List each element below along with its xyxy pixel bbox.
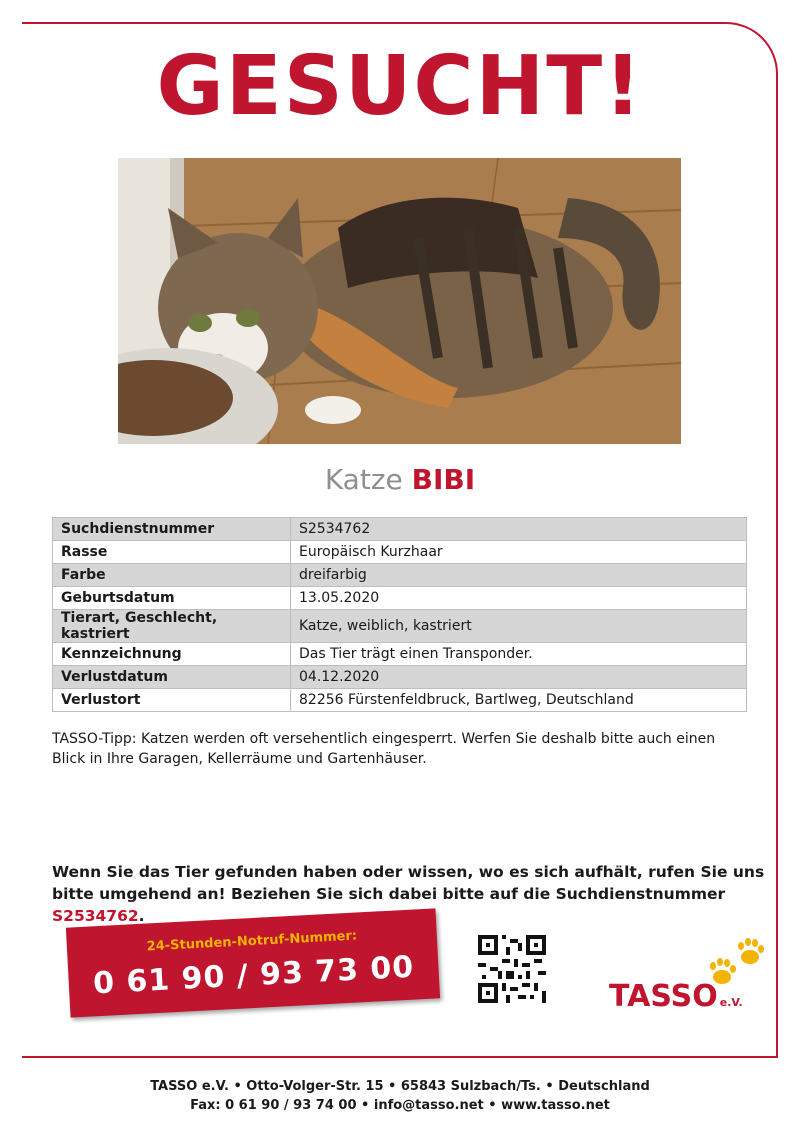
row-key: Verlustort	[53, 689, 291, 712]
search-number: S2534762	[52, 907, 139, 925]
row-key: Verlustdatum	[53, 666, 291, 689]
info-table	[52, 517, 747, 712]
logo-name: TASSO	[609, 979, 718, 1014]
row-value: S2534762	[291, 518, 747, 541]
row-key: Farbe	[53, 564, 291, 587]
headline: GESUCHT!	[156, 39, 644, 134]
row-key: Kennzeichnung	[53, 643, 291, 666]
qr-code-icon[interactable]	[478, 935, 546, 1003]
row-value: Europäisch Kurzhaar	[291, 541, 747, 564]
callout-end: .	[138, 907, 145, 925]
table-row	[53, 564, 747, 587]
row-value: Katze, weiblich, kastriert	[291, 610, 747, 643]
footer-address: TASSO e.V. • Otto-Volger-Str. 15 • 65843 Sulzbach/Ts. • Deutschland	[150, 1079, 650, 1094]
table-row	[53, 541, 747, 564]
row-key: Geburtsdatum	[53, 587, 291, 610]
table-row	[53, 689, 747, 712]
table-row	[53, 643, 747, 666]
hotline-number[interactable]: 0 61 90 / 93 73 00	[92, 949, 415, 1002]
animal-title	[0, 463, 800, 496]
table-row	[53, 610, 747, 643]
row-value: Das Tier trägt einen Transponder.	[291, 643, 747, 666]
tasso-tip: TASSO-Tipp: Katzen werden oft versehentlich eingesperrt. Werfen Sie deshalb bitte auch einen Blick in Ihre Garagen, Kellerräume und Gartenhäuser.	[52, 731, 716, 767]
logo-suffix: e.V.	[719, 996, 743, 1009]
row-key: Rasse	[53, 541, 291, 564]
callout-text: Wenn Sie das Tier gefunden haben oder wissen, wo es sich aufhält, rufen Sie uns bitte umgehend an! Beziehen Sie sich dabei bitte auf die Suchdienstnummer	[52, 863, 765, 903]
row-key: Tierart, Geschlecht, kastriert	[53, 610, 291, 643]
table-row	[53, 518, 747, 541]
footer	[0, 1077, 800, 1115]
row-value: dreifarbig	[291, 564, 747, 587]
animal-name: BIBI	[411, 463, 476, 496]
row-value: 82256 Fürstenfeldbruck, Bartlweg, Deutschland	[291, 689, 747, 712]
table-row	[53, 666, 747, 689]
footer-contact[interactable]: Fax: 0 61 90 / 93 74 00 • info@tasso.net • www.tasso.net	[190, 1098, 610, 1113]
row-key: Suchdienstnummer	[53, 518, 291, 541]
cat-photo	[118, 158, 681, 444]
table-row	[53, 587, 747, 610]
tasso-logo	[609, 979, 743, 1014]
animal-kind: Katze	[324, 463, 403, 496]
row-value: 13.05.2020	[291, 587, 747, 610]
hotline-label: 24-Stunden-Notruf-Nummer:	[146, 928, 358, 955]
row-value: 04.12.2020	[291, 666, 747, 689]
